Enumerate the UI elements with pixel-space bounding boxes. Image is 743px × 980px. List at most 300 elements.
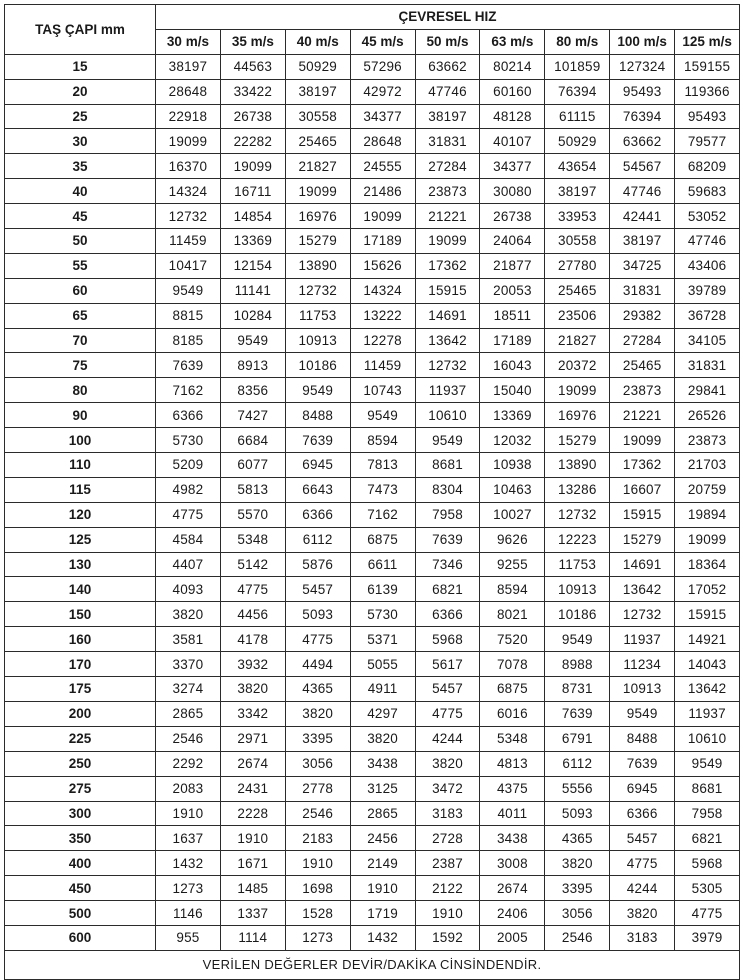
table-row [5, 229, 740, 254]
rpm-value-cell: 10027 [480, 502, 545, 527]
rpm-value-cell: 25465 [285, 129, 350, 154]
rpm-value-cell: 8681 [675, 776, 740, 801]
rpm-value-cell: 53052 [675, 204, 740, 229]
rpm-value-cell: 9255 [480, 552, 545, 577]
rpm-value-cell: 4775 [156, 502, 221, 527]
rpm-value-cell: 8594 [480, 577, 545, 602]
rpm-value-cell: 7639 [545, 701, 610, 726]
rpm-value-cell: 10463 [480, 477, 545, 502]
rpm-value-cell: 6821 [415, 577, 480, 602]
rpm-value-cell: 4982 [156, 477, 221, 502]
diameter-cell: 600 [5, 925, 156, 950]
diameter-cell: 60 [5, 278, 156, 303]
diameter-cell: 55 [5, 253, 156, 278]
rpm-value-cell: 63662 [610, 129, 675, 154]
rpm-value-cell: 2406 [480, 901, 545, 926]
rpm-value-cell: 10610 [675, 726, 740, 751]
rpm-value-cell: 19099 [675, 527, 740, 552]
rpm-value-cell: 13222 [350, 303, 415, 328]
rpm-value-cell: 27284 [415, 154, 480, 179]
rpm-value-cell: 15279 [545, 428, 610, 453]
rpm-value-cell: 4775 [610, 851, 675, 876]
rpm-value-cell: 4494 [285, 652, 350, 677]
rpm-value-cell: 159155 [675, 54, 740, 79]
rpm-value-cell: 12732 [285, 278, 350, 303]
rpm-value-cell: 23873 [675, 428, 740, 453]
diameter-cell: 170 [5, 652, 156, 677]
table-row [5, 154, 740, 179]
table-row [5, 751, 740, 776]
rpm-value-cell: 50929 [285, 54, 350, 79]
rpm-value-cell: 4375 [480, 776, 545, 801]
table-row [5, 502, 740, 527]
rpm-value-cell: 20759 [675, 477, 740, 502]
rpm-value-cell: 16370 [156, 154, 221, 179]
footnote-row [5, 950, 740, 979]
rpm-value-cell: 19099 [350, 204, 415, 229]
rpm-value-cell: 25465 [610, 353, 675, 378]
table-row [5, 104, 740, 129]
rpm-value-cell: 8681 [415, 453, 480, 478]
rpm-value-cell: 1146 [156, 901, 221, 926]
rpm-value-cell: 13642 [675, 677, 740, 702]
rpm-value-cell: 1910 [350, 876, 415, 901]
rpm-value-cell: 7639 [415, 527, 480, 552]
rpm-value-cell: 21703 [675, 453, 740, 478]
table-row [5, 477, 740, 502]
rpm-value-cell: 16043 [480, 353, 545, 378]
rpm-value-cell: 119366 [675, 79, 740, 104]
rpm-value-cell: 4775 [415, 701, 480, 726]
rpm-value-cell: 13890 [545, 453, 610, 478]
rpm-value-cell: 26526 [675, 403, 740, 428]
table-row [5, 726, 740, 751]
rpm-value-cell: 9549 [156, 278, 221, 303]
rpm-value-cell: 15040 [480, 378, 545, 403]
diameter-cell: 50 [5, 229, 156, 254]
rpm-value-cell: 7639 [285, 428, 350, 453]
rpm-value-cell: 47746 [610, 179, 675, 204]
table-row [5, 378, 740, 403]
rpm-value-cell: 14854 [220, 204, 285, 229]
rpm-value-cell: 1910 [415, 901, 480, 926]
rpm-value-cell: 17052 [675, 577, 740, 602]
rpm-value-cell: 2292 [156, 751, 221, 776]
rpm-value-cell: 95493 [675, 104, 740, 129]
rpm-value-cell: 3370 [156, 652, 221, 677]
rpm-value-cell: 7813 [350, 453, 415, 478]
rpm-value-cell: 2778 [285, 776, 350, 801]
rpm-value-cell: 6077 [220, 453, 285, 478]
rpm-value-cell: 8356 [220, 378, 285, 403]
table-row [5, 278, 740, 303]
rpm-value-cell: 4775 [675, 901, 740, 926]
rpm-value-cell: 1273 [156, 876, 221, 901]
rpm-value-cell: 9549 [545, 627, 610, 652]
rpm-value-cell: 21486 [350, 179, 415, 204]
rpm-value-cell: 5876 [285, 552, 350, 577]
rpm-value-cell: 16976 [285, 204, 350, 229]
rpm-value-cell: 3581 [156, 627, 221, 652]
table-row [5, 677, 740, 702]
speed-header-cell: 80 m/s [545, 29, 610, 54]
rpm-value-cell: 54567 [610, 154, 675, 179]
rpm-value-cell: 6112 [285, 527, 350, 552]
rpm-value-cell: 1432 [156, 851, 221, 876]
rpm-value-cell: 8304 [415, 477, 480, 502]
rpm-value-cell: 10938 [480, 453, 545, 478]
rpm-value-cell: 6366 [415, 602, 480, 627]
rpm-value-cell: 10913 [285, 328, 350, 353]
rpm-value-cell: 4456 [220, 602, 285, 627]
rpm-value-cell: 4775 [285, 627, 350, 652]
rpm-value-cell: 23506 [545, 303, 610, 328]
rpm-value-cell: 2456 [350, 826, 415, 851]
rpm-value-cell: 1637 [156, 826, 221, 851]
rpm-value-cell: 10913 [610, 677, 675, 702]
rpm-value-cell: 11937 [610, 627, 675, 652]
diameter-cell: 140 [5, 577, 156, 602]
rpm-value-cell: 17189 [350, 229, 415, 254]
rpm-value-cell: 10284 [220, 303, 285, 328]
rpm-value-cell: 4407 [156, 552, 221, 577]
rpm-value-cell: 9549 [285, 378, 350, 403]
rpm-value-cell: 80214 [480, 54, 545, 79]
header-row-top [5, 5, 740, 30]
table-body [5, 54, 740, 950]
table-row [5, 901, 740, 926]
rpm-value-cell: 6875 [350, 527, 415, 552]
rpm-value-cell: 27284 [610, 328, 675, 353]
rpm-value-cell: 4178 [220, 627, 285, 652]
rpm-value-cell: 5570 [220, 502, 285, 527]
rpm-value-cell: 8488 [285, 403, 350, 428]
rpm-value-cell: 1719 [350, 901, 415, 926]
rpm-value-cell: 3472 [415, 776, 480, 801]
rpm-value-cell: 19099 [545, 378, 610, 403]
rpm-value-cell: 42441 [610, 204, 675, 229]
rpm-value-cell: 61115 [545, 104, 610, 129]
diameter-cell: 20 [5, 79, 156, 104]
rpm-value-cell: 5055 [350, 652, 415, 677]
rpm-value-cell: 14691 [415, 303, 480, 328]
rpm-value-cell: 15279 [285, 229, 350, 254]
rpm-value-cell: 16607 [610, 477, 675, 502]
rpm-value-cell: 6016 [480, 701, 545, 726]
rpm-value-cell: 34105 [675, 328, 740, 353]
rpm-value-cell: 2546 [545, 925, 610, 950]
diameter-cell: 300 [5, 801, 156, 826]
rpm-value-cell: 2865 [156, 701, 221, 726]
rpm-value-cell: 30558 [545, 229, 610, 254]
diameter-cell: 70 [5, 328, 156, 353]
table-row [5, 403, 740, 428]
table-row [5, 652, 740, 677]
table-row [5, 527, 740, 552]
diameter-cell: 250 [5, 751, 156, 776]
rpm-value-cell: 7639 [610, 751, 675, 776]
table-row [5, 428, 740, 453]
rpm-value-cell: 29382 [610, 303, 675, 328]
rpm-value-cell: 13642 [415, 328, 480, 353]
rpm-value-cell: 19099 [415, 229, 480, 254]
rpm-value-cell: 1698 [285, 876, 350, 901]
rpm-value-cell: 6112 [545, 751, 610, 776]
rpm-value-cell: 8594 [350, 428, 415, 453]
table-row [5, 129, 740, 154]
rpm-value-cell: 24555 [350, 154, 415, 179]
rpm-value-cell: 20372 [545, 353, 610, 378]
table-row [5, 353, 740, 378]
rpm-value-cell: 1273 [285, 925, 350, 950]
rpm-value-cell: 3820 [415, 751, 480, 776]
rpm-value-cell: 7520 [480, 627, 545, 652]
rpm-value-cell: 13286 [545, 477, 610, 502]
diameter-cell: 125 [5, 527, 156, 552]
rpm-value-cell: 11937 [415, 378, 480, 403]
table-row [5, 253, 740, 278]
rpm-value-cell: 7346 [415, 552, 480, 577]
rpm-value-cell: 1671 [220, 851, 285, 876]
speed-header-cell: 45 m/s [350, 29, 415, 54]
rpm-value-cell: 1592 [415, 925, 480, 950]
rpm-value-cell: 17362 [610, 453, 675, 478]
rpm-value-cell: 10186 [285, 353, 350, 378]
rpm-value-cell: 7958 [415, 502, 480, 527]
rpm-value-cell: 5730 [350, 602, 415, 627]
rpm-value-cell: 5556 [545, 776, 610, 801]
rpm-value-cell: 1910 [220, 826, 285, 851]
rpm-value-cell: 95493 [610, 79, 675, 104]
speed-header-cell: 35 m/s [220, 29, 285, 54]
rpm-value-cell: 5209 [156, 453, 221, 478]
rpm-value-cell: 5371 [350, 627, 415, 652]
rpm-value-cell: 6366 [156, 403, 221, 428]
rpm-value-cell: 29841 [675, 378, 740, 403]
rpm-value-cell: 955 [156, 925, 221, 950]
rpm-value-cell: 4297 [350, 701, 415, 726]
rpm-value-cell: 2546 [156, 726, 221, 751]
rpm-value-cell: 50929 [545, 129, 610, 154]
diameter-cell: 30 [5, 129, 156, 154]
rpm-value-cell: 19099 [220, 154, 285, 179]
rpm-value-cell: 7162 [156, 378, 221, 403]
rpm-value-cell: 5348 [480, 726, 545, 751]
rpm-value-cell: 1910 [285, 851, 350, 876]
diameter-cell: 45 [5, 204, 156, 229]
rpm-value-cell: 21221 [610, 403, 675, 428]
rpm-value-cell: 12032 [480, 428, 545, 453]
table-footnote: VERİLEN DEĞERLER DEVİR/DAKİKA CİNSİNDENDİR. [5, 950, 740, 979]
rpm-value-cell: 3820 [156, 602, 221, 627]
rpm-value-cell: 38197 [610, 229, 675, 254]
rpm-value-cell: 34377 [350, 104, 415, 129]
rpm-value-cell: 21827 [285, 154, 350, 179]
rpm-value-cell: 12278 [350, 328, 415, 353]
rpm-value-cell: 42972 [350, 79, 415, 104]
table-row [5, 179, 740, 204]
table-row [5, 303, 740, 328]
rpm-value-cell: 14324 [156, 179, 221, 204]
rpm-value-cell: 3932 [220, 652, 285, 677]
table-row [5, 204, 740, 229]
rpm-value-cell: 8021 [480, 602, 545, 627]
rpm-value-cell: 17362 [415, 253, 480, 278]
rpm-value-cell: 5457 [610, 826, 675, 851]
rpm-value-cell: 16976 [545, 403, 610, 428]
speed-header-cell: 50 m/s [415, 29, 480, 54]
rpm-value-cell: 4093 [156, 577, 221, 602]
rpm-value-cell: 43654 [545, 154, 610, 179]
rpm-value-cell: 12223 [545, 527, 610, 552]
rpm-value-cell: 18364 [675, 552, 740, 577]
rpm-value-cell: 3342 [220, 701, 285, 726]
rpm-value-cell: 68209 [675, 154, 740, 179]
rpm-value-cell: 31831 [675, 353, 740, 378]
rpm-value-cell: 5968 [675, 851, 740, 876]
rpm-value-cell: 13369 [220, 229, 285, 254]
rpm-value-cell: 3820 [285, 701, 350, 726]
rpm-value-cell: 4011 [480, 801, 545, 826]
rpm-value-cell: 5457 [285, 577, 350, 602]
diameter-cell: 40 [5, 179, 156, 204]
rpm-value-cell: 6139 [350, 577, 415, 602]
rpm-value-cell: 21827 [545, 328, 610, 353]
rpm-value-cell: 34377 [480, 154, 545, 179]
rpm-value-cell: 3395 [285, 726, 350, 751]
rpm-value-cell: 76394 [545, 79, 610, 104]
rpm-value-cell: 28648 [156, 79, 221, 104]
rpm-value-cell: 101859 [545, 54, 610, 79]
rpm-value-cell: 3395 [545, 876, 610, 901]
table-header [5, 5, 740, 55]
rpm-value-cell: 2005 [480, 925, 545, 950]
speed-header-cell: 125 m/s [675, 29, 740, 54]
rpm-value-cell: 1528 [285, 901, 350, 926]
rpm-value-cell: 2971 [220, 726, 285, 751]
rpm-value-cell: 5968 [415, 627, 480, 652]
speed-header-cell: 30 m/s [156, 29, 221, 54]
speed-header-cell: 63 m/s [480, 29, 545, 54]
rpm-value-cell: 33953 [545, 204, 610, 229]
rpm-value-cell: 3274 [156, 677, 221, 702]
diameter-cell: 450 [5, 876, 156, 901]
diameter-cell: 25 [5, 104, 156, 129]
rpm-table [4, 4, 740, 980]
rpm-value-cell: 8731 [545, 677, 610, 702]
rpm-value-cell: 2083 [156, 776, 221, 801]
rpm-value-cell: 19099 [285, 179, 350, 204]
rpm-value-cell: 2865 [350, 801, 415, 826]
rpm-value-cell: 28648 [350, 129, 415, 154]
diameter-cell: 160 [5, 627, 156, 652]
rpm-value-cell: 31831 [610, 278, 675, 303]
rpm-value-cell: 8988 [545, 652, 610, 677]
diameter-cell: 65 [5, 303, 156, 328]
rpm-value-cell: 9549 [220, 328, 285, 353]
rpm-value-cell: 31831 [415, 129, 480, 154]
table-row [5, 577, 740, 602]
rpm-value-cell: 9549 [675, 751, 740, 776]
rpm-value-cell: 8815 [156, 303, 221, 328]
rpm-table-sheet [4, 4, 739, 980]
rpm-value-cell: 76394 [610, 104, 675, 129]
rpm-value-cell: 11141 [220, 278, 285, 303]
table-row [5, 776, 740, 801]
table-row [5, 453, 740, 478]
diameter-cell: 120 [5, 502, 156, 527]
rpm-value-cell: 14921 [675, 627, 740, 652]
rpm-value-cell: 27780 [545, 253, 610, 278]
table-row [5, 552, 740, 577]
rpm-value-cell: 10743 [350, 378, 415, 403]
rpm-value-cell: 1337 [220, 901, 285, 926]
rpm-value-cell: 7639 [156, 353, 221, 378]
rpm-value-cell: 7473 [350, 477, 415, 502]
rpm-value-cell: 3820 [220, 677, 285, 702]
rpm-value-cell: 2546 [285, 801, 350, 826]
speed-header-cell: 40 m/s [285, 29, 350, 54]
rpm-value-cell: 6366 [610, 801, 675, 826]
rpm-value-cell: 38197 [545, 179, 610, 204]
table-row [5, 701, 740, 726]
rpm-value-cell: 15915 [610, 502, 675, 527]
diameter-cell: 75 [5, 353, 156, 378]
table-row [5, 627, 740, 652]
rpm-value-cell: 12732 [415, 353, 480, 378]
rpm-value-cell: 22282 [220, 129, 285, 154]
rpm-value-cell: 33422 [220, 79, 285, 104]
diameter-cell: 90 [5, 403, 156, 428]
diameter-cell: 275 [5, 776, 156, 801]
rpm-value-cell: 11937 [675, 701, 740, 726]
rpm-value-cell: 3056 [285, 751, 350, 776]
rpm-value-cell: 14324 [350, 278, 415, 303]
rpm-value-cell: 26738 [220, 104, 285, 129]
rpm-value-cell: 12732 [610, 602, 675, 627]
rpm-value-cell: 8185 [156, 328, 221, 353]
table-row [5, 851, 740, 876]
diameter-cell: 80 [5, 378, 156, 403]
rpm-value-cell: 14691 [610, 552, 675, 577]
diameter-cell: 225 [5, 726, 156, 751]
rpm-value-cell: 47746 [675, 229, 740, 254]
rpm-value-cell: 13642 [610, 577, 675, 602]
rpm-value-cell: 5093 [545, 801, 610, 826]
rpm-value-cell: 2431 [220, 776, 285, 801]
rpm-value-cell: 3438 [480, 826, 545, 851]
rpm-value-cell: 2183 [285, 826, 350, 851]
rpm-value-cell: 24064 [480, 229, 545, 254]
rpm-value-cell: 5142 [220, 552, 285, 577]
rpm-value-cell: 20053 [480, 278, 545, 303]
table-row [5, 54, 740, 79]
rpm-value-cell: 5348 [220, 527, 285, 552]
table-row [5, 876, 740, 901]
diameter-cell: 150 [5, 602, 156, 627]
diameter-cell: 35 [5, 154, 156, 179]
rpm-value-cell: 10610 [415, 403, 480, 428]
rpm-value-cell: 1114 [220, 925, 285, 950]
rpm-value-cell: 3056 [545, 901, 610, 926]
rpm-value-cell: 5457 [415, 677, 480, 702]
rpm-value-cell: 1910 [156, 801, 221, 826]
rpm-value-cell: 12154 [220, 253, 285, 278]
diameter-cell: 110 [5, 453, 156, 478]
rpm-value-cell: 17189 [480, 328, 545, 353]
rpm-value-cell: 12732 [545, 502, 610, 527]
rpm-value-cell: 43406 [675, 253, 740, 278]
